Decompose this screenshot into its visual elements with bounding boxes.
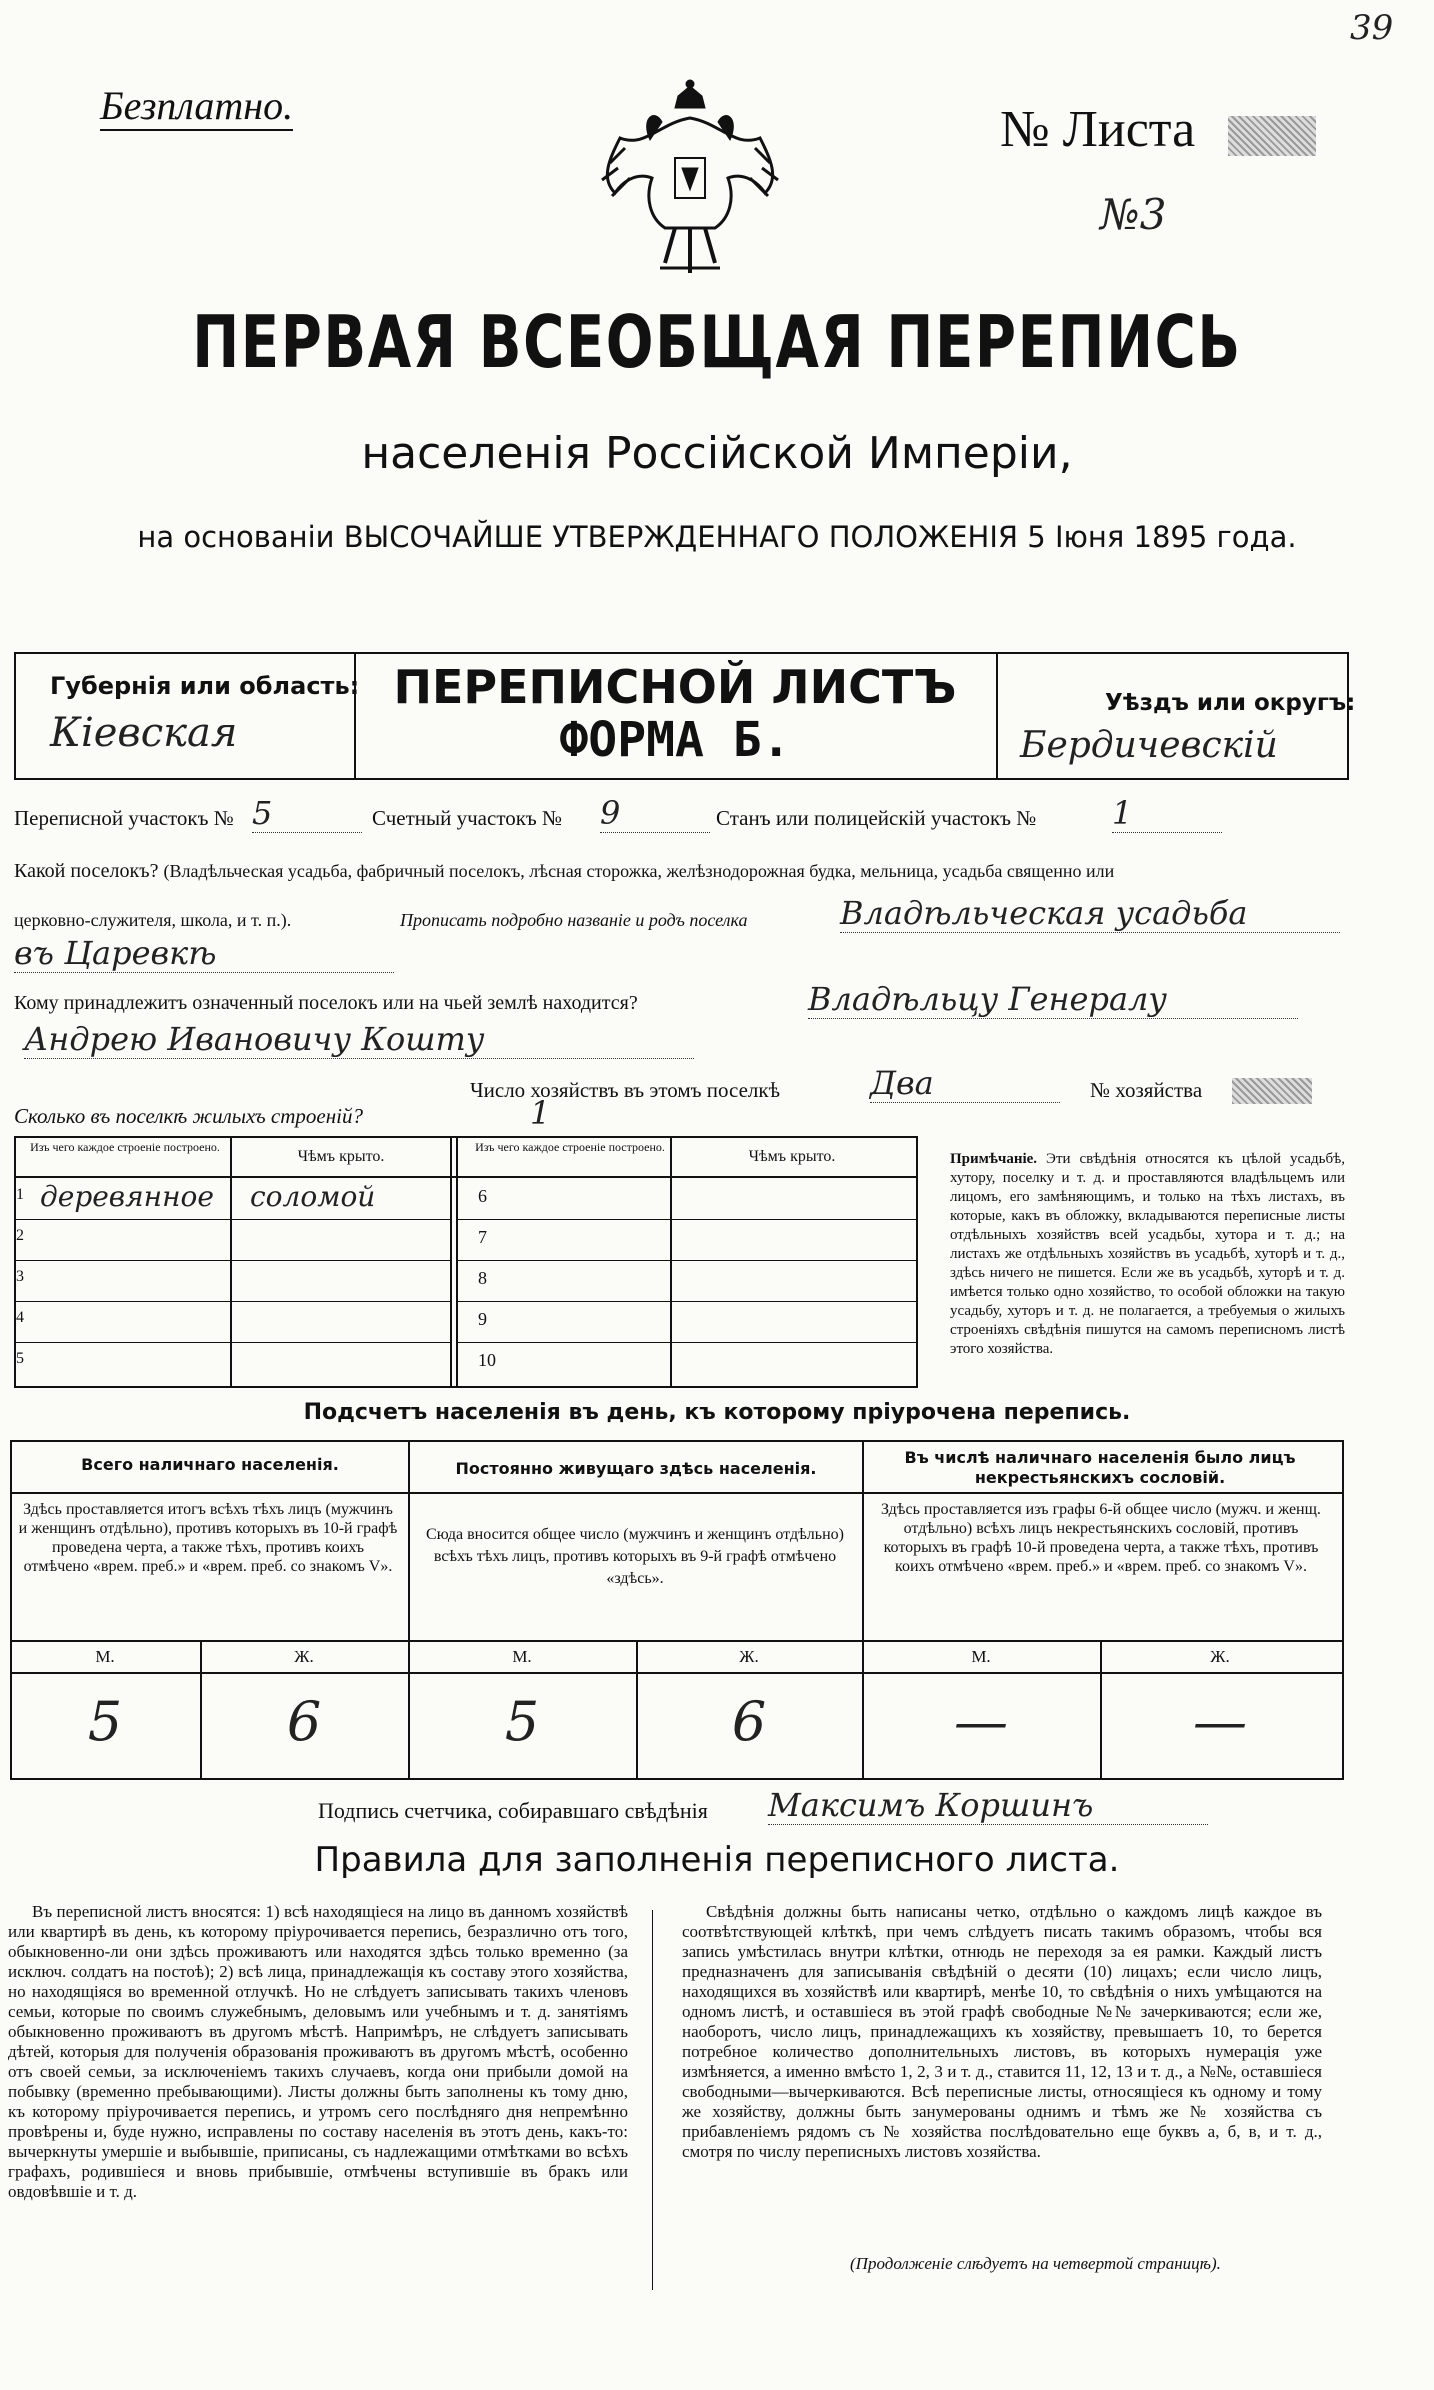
building-row-roof: соломой xyxy=(250,1180,376,1213)
which-label: Какой поселокъ? xyxy=(14,860,159,882)
sheet-no-hand: №3 xyxy=(1100,190,1167,239)
value-col3-f: — xyxy=(1193,1690,1247,1753)
households-label: Число хозяйствъ въ этомъ поселкѣ xyxy=(470,1078,780,1102)
owner-label: Кому принадлежитъ означенный поселокъ или на чьей землѣ находится? xyxy=(14,992,638,1014)
owner-value2: Андрею Ивановичу Кошту xyxy=(24,1020,694,1059)
stan-value: 1 xyxy=(1112,794,1222,833)
buildings-value: 1 xyxy=(530,1094,551,1132)
count-area-label: Счетный участокъ № xyxy=(372,806,563,830)
census-area-value: 5 xyxy=(252,794,362,833)
buildings-label: Сколько въ поселкѣ жилыхъ строеній? xyxy=(14,1104,363,1128)
households-value: Два xyxy=(870,1064,1060,1103)
col3-m-label: М. xyxy=(971,1647,991,1666)
col3-title: Въ числѣ наличнаго населенія было лицъ некрестьянскихъ сословій. xyxy=(904,1448,1296,1487)
which-hint2: церковно-служителя, школа, и т. п.). xyxy=(14,910,292,930)
rules-left: Въ переписной листъ вносятся: 1) всѣ находящіеся на лицо въ данномъ хозяйствѣ или квартирѣ въ день, къ которому пріурочивается перепись, безразлично отъ того, обыкновенно-ли они здѣсь проживаютъ или находятся здѣсь только временно (за исключ. солдатъ на постоѣ); 2) всѣ лица, принадлежащія къ составу этого хозяйства, но находящіяся во временной отлучкѣ. Но не слѣдуетъ записывать такихъ членовъ семьи, которые по своимъ служебнымъ, деловымъ или учебнымъ и т. д. занятіямъ обыкновенно проживаютъ въ другомъ мѣстѣ. Напримѣръ, не слѣдуетъ записывать дѣтей, которыя для полученія образованія проживаютъ въ другомъ мѣстѣ, особенно отъ своей семьи, за исключеніемъ такихъ случаевъ, когда они прибыли домой на побывку (временно пребывающими). Листы должны быть заполнены къ тому дню, къ которому пріурочивается перепись, и утромъ сего послѣдняго дня непремѣнно провѣрены и, буде нужно, исправлены по составу населенія въ этотъ день, какъ-то: вычеркнуты умершіе и выбывшіе, приписаны, съ надлежащими отмѣтками во всѣхъ графахъ, родившіеся и вновь прибывшіе, отмѣчены вступившіе въ бракъ или овдовѣвшіе и т. д. xyxy=(8,1902,628,2201)
building-row-no: 2 xyxy=(16,1227,24,1244)
building-row-no: 7 xyxy=(478,1227,487,1247)
household-no-stamp xyxy=(1232,1078,1312,1104)
province-label: Губернія или область: xyxy=(50,672,360,700)
value-col1-f: 6 xyxy=(286,1690,322,1753)
signature-value: Максимъ Коршинъ xyxy=(768,1786,1208,1825)
page-title: ПЕРВАЯ ВСЕОБЩАЯ ПЕРЕПИСЬ xyxy=(192,300,1242,384)
free-label: Безплатно. xyxy=(100,82,293,131)
page-subtitle: населенія Россійской Имперіи, xyxy=(361,428,1073,479)
col-roof-right: Чѣмъ крыто. xyxy=(748,1148,836,1165)
building-row-no: 9 xyxy=(478,1309,487,1329)
rules-right: Свѣдѣнія должны быть написаны четко, отдѣльно о каждомъ лицѣ каждое въ соотвѣтствующей клѣткѣ, при чемъ слѣдуетъ писать такимъ образомъ, чтобы вся запись умѣстилась внутри клѣтки, отнюдь не переходя за ея рамки. Каждый листъ предназначенъ для записыванія свѣдѣній о десяти (10) лицахъ; если число лицъ, находящихся въ хозяйствѣ или квартирѣ, менѣе 10, то свѣдѣнія о нихъ умѣщаются на одномъ листѣ, и оставшіеся въ этой графѣ свободные №№ зачеркиваются; если же, наоборотъ, число лицъ, принадлежащихъ къ хозяйству, превышаетъ 10, то берется потребное количество дополнительныхъ листовъ, въ которыхъ нумерація уже измѣняется, а именно вмѣсто 1, 2, 3 и т. д., ставится 11, 12, 13 и т. д., а №№, оставшіеся свободными—вычеркиваются. Всѣ переписные листы, относящіеся къ одному и тому же хозяйству, должны быть занумерованы однимъ и тѣмъ же № хозяйства съ прибавленіемъ рядомъ съ № хозяйства послѣдовательно еще буквъ а, б, в, и т. д., смотря по числу переписныхъ листовъ хозяйства. xyxy=(682,1902,1322,2161)
building-row-no: 3 xyxy=(16,1268,24,1285)
col1-m-label: М. xyxy=(95,1647,115,1666)
building-row-no: 1 xyxy=(16,1186,24,1203)
form-title: ПЕРЕПИСНОЙ ЛИСТЪ xyxy=(393,660,957,714)
note-text: Эти свѣдѣнія относятся къ цѣлой усадьбѣ, хутору, поселку и т. д. и проставляются владѣльцемъ или лицомъ, его замѣняющимъ, и только на тѣхъ листахъ, въ которые, какъ въ обложку, вкладываются переписные листы отдѣльныхъ хозяйствъ всей усадьбы, хутора и т. д.; на листахъ же отдѣльныхъ хозяйствъ въ усадьбѣ, хуторѣ и т. д., здѣсь ничего не пишется. Если же въ усадьбѣ, хуторѣ и т. д. имѣется только одно хозяйство, то особой обложки на такую усадьбу, хуторъ и т. д. не полагается, а требуемыя о жилыхъ строеніяхъ свѣдѣнія пишутся на самомъ переписномъ листѣ этого хозяйства. xyxy=(950,1151,1346,1357)
col2-title: Постоянно живущаго здѣсь населенія. xyxy=(455,1459,817,1478)
col1-text: Здѣсь проставляется итогъ всѣхъ тѣхъ лицъ (мужчинъ и женщинъ отдѣльно), противъ которыхъ въ 10-й графѣ проведена черта, а также тѣхъ, противъ коихъ отмѣчено «врем. преб.» и «врем. преб. со знакомъ V». xyxy=(18,1501,398,1575)
col2-text: Сюда вносится общее число (мужчинъ и женщинъ отдѣльно) всѣхъ тѣхъ лицъ, противъ которыхъ въ 9-й графѣ отмѣчено «здѣсь». xyxy=(426,1526,844,1587)
owner-value: Владѣльцу Генералу xyxy=(808,980,1298,1019)
value-col2-m: 5 xyxy=(504,1690,540,1753)
district-value: Бердичевскій xyxy=(1020,725,1278,766)
population-title: Подсчетъ населенія въ день, къ которому пріурочена перепись. xyxy=(303,1400,1131,1425)
form-name: ФОРМА Б. xyxy=(559,712,791,768)
col-built-left: Изъ чего каждое строеніе построено. xyxy=(30,1140,220,1154)
census-area-label: Переписной участокъ № xyxy=(14,806,234,830)
col1-title: Всего наличнаго населенія. xyxy=(81,1455,339,1474)
value-col2-f: 6 xyxy=(731,1690,767,1753)
count-area-value: 9 xyxy=(600,794,710,833)
col2-m-label: М. xyxy=(512,1647,532,1666)
corner-mark: 39 xyxy=(1350,8,1394,48)
col1-f-label: Ж. xyxy=(294,1647,314,1666)
page-basis: на основаніи ВЫСОЧАЙШЕ УТВЕРЖДЕННАГО ПОЛОЖЕНІЯ 5 Іюня 1895 года. xyxy=(137,520,1297,554)
which-hint: (Владѣльческая усадьба, фабричный поселокъ, лѣсная сторожка, желѣзнодорожная будка, мельница, усадьба священно или xyxy=(163,861,1115,881)
building-row-no: 10 xyxy=(478,1350,496,1370)
district-label: Уѣздъ или округъ: xyxy=(1105,690,1356,716)
which-hint3: Прописать подробно названіе и родъ поселка xyxy=(400,910,748,930)
rules-title: Правила для заполненія переписного листа. xyxy=(314,1840,1120,1880)
rules-continued: (Продолженіе слѣдуетъ на четвертой страницѣ). xyxy=(850,2254,1221,2273)
building-row-no: 6 xyxy=(478,1186,487,1206)
value-col3-m: — xyxy=(954,1690,1008,1753)
which-value2: въ Царевкѣ xyxy=(14,934,394,973)
which-value: Владѣльческая усадьба xyxy=(840,894,1340,933)
note-block xyxy=(950,1150,1345,1359)
building-row-no: 8 xyxy=(478,1268,487,1288)
col-roof-left: Чѣмъ крыто. xyxy=(297,1148,385,1165)
sheet-no-stamp xyxy=(1228,116,1316,156)
double-headed-eagle-emblem xyxy=(590,78,790,288)
signature-label: Подпись счетчика, собиравшаго свѣдѣнія xyxy=(318,1798,708,1823)
col-built-right: Изъ чего каждое строеніе построено. xyxy=(475,1140,665,1154)
col3-f-label: Ж. xyxy=(1210,1647,1230,1666)
note-label: Примѣчаніе. xyxy=(950,1151,1038,1167)
building-row-no: 4 xyxy=(16,1309,24,1326)
building-row-built: деревянное xyxy=(40,1180,214,1213)
stan-label: Станъ или полицейскій участокъ № xyxy=(716,806,1037,830)
col2-f-label: Ж. xyxy=(739,1647,759,1666)
buildings-table xyxy=(14,1136,918,1388)
building-row-no: 5 xyxy=(16,1350,24,1367)
value-col1-m: 5 xyxy=(87,1690,123,1753)
sheet-no-label: № Листа xyxy=(1000,101,1196,158)
province-value: Кіевская xyxy=(50,710,238,756)
col3-text: Здѣсь проставляется изъ графы 6-й общее число (мужч. и женщ. отдѣльно) всѣхъ лицъ некрестьянскихъ сословій, противъ которыхъ въ графѣ 10-й проведена черта, а также тѣхъ, противъ коихъ отмѣчено «врем. преб.» и «врем. преб. со знакомъ V». xyxy=(881,1501,1321,1575)
household-no-label: № хозяйства xyxy=(1090,1078,1203,1102)
